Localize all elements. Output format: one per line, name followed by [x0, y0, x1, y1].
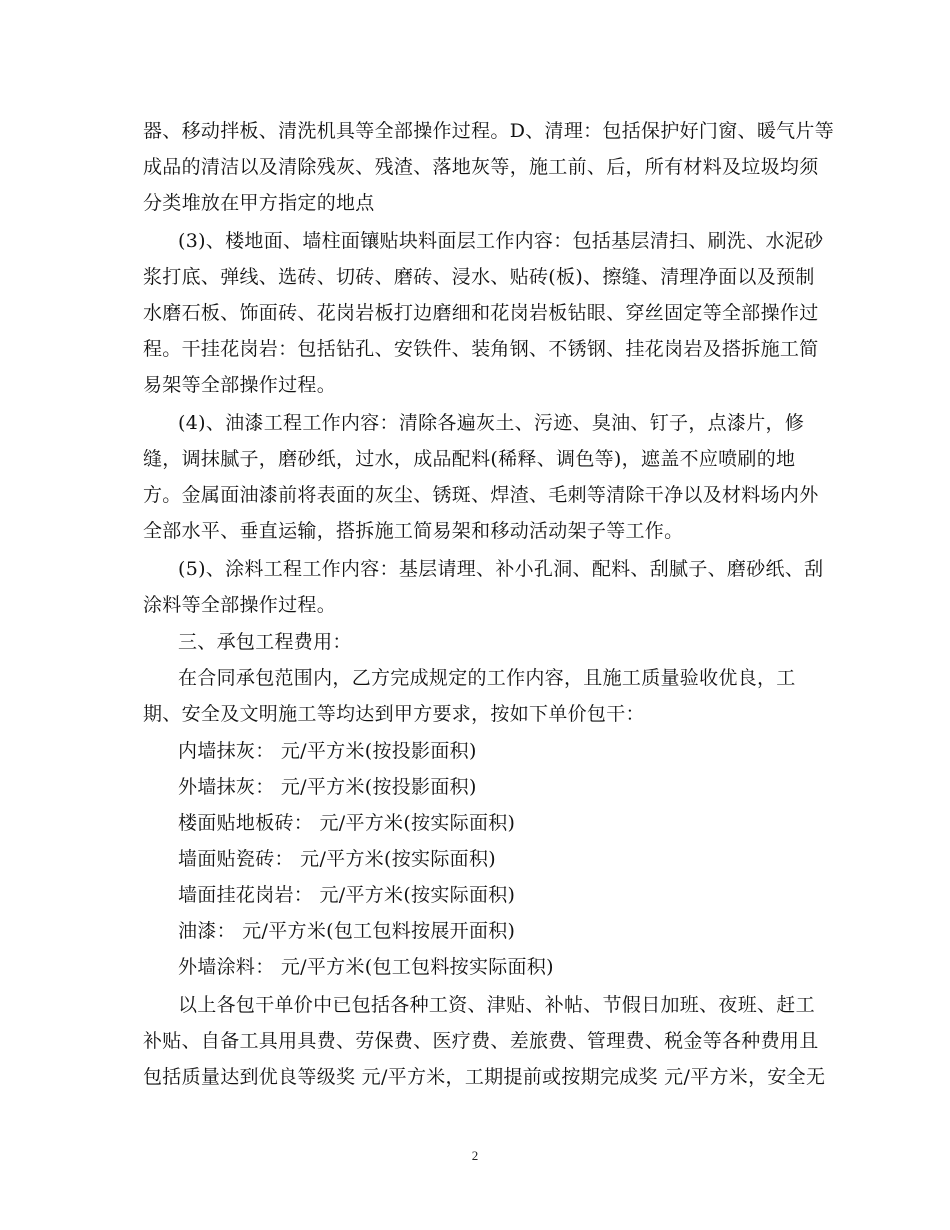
text-line: 包括质量达到优良等级奖 元/平方米，工期提前或按期完成奖 元/平方米，安全无 — [143, 1066, 826, 1088]
section-heading: 三、承包工程费用： — [178, 631, 352, 653]
text-line: 程。干挂花岗岩：包括钻孔、安铁件、装角钢、不锈钢、挂花岗岩及搭拆施工简 — [143, 338, 819, 360]
text-line: 全部水平、垂直运输，搭拆施工简易架和移动活动架子等工作。 — [143, 520, 684, 542]
price-item: 外墙涂料： 元/平方米(包工包料按实际面积) — [178, 956, 554, 978]
text-line: 涂料等全部操作过程。 — [143, 594, 337, 616]
price-item: 油漆： 元/平方米(包工包料按展开面积) — [178, 920, 516, 942]
text-line: 方。金属面油漆前将表面的灰尘、锈斑、焊渣、毛刺等清除干净以及材料场内外 — [143, 484, 819, 506]
text-line: 补贴、自备工具用具费、劳保费、医疗费、差旅费、管理费、税金等各种费用且 — [143, 1030, 819, 1052]
text-line: 成品的清洁以及清除残灰、残渣、落地灰等，施工前、后，所有材料及垃圾均须 — [143, 156, 819, 178]
price-item: 外墙抹灰： 元/平方米(按投影面积) — [178, 776, 477, 798]
text-line: 在合同承包范围内，乙方完成规定的工作内容，且施工质量验收优良，工 — [178, 667, 796, 689]
price-item: 墙面挂花岗岩： 元/平方米(按实际面积) — [178, 884, 516, 906]
text-line: 分类堆放在甲方指定的地点 — [143, 192, 375, 214]
text-line: 缝，调抹腻子，磨砂纸，过水，成品配料(稀释、调色等)，遮盖不应喷刷的地 — [143, 448, 796, 470]
text-line: 器、移动拌板、清洗机具等全部操作过程。D、清理：包括保护好门窗、暖气片等 — [143, 120, 835, 142]
text-line: 水磨石板、饰面砖、花岗岩板打边磨细和花岗岩板钻眼、穿丝固定等全部操作过 — [143, 302, 819, 324]
text-line: 期、安全及文明施工等均达到甲方要求，按如下单价包干： — [143, 703, 645, 725]
text-line: 以上各包干单价中已包括各种工资、津贴、补帖、节假日加班、夜班、赶工 — [178, 994, 815, 1016]
price-item: 内墙抹灰： 元/平方米(按投影面积) — [178, 740, 477, 762]
page-number: 2 — [471, 1148, 479, 1163]
text-line: (5)、涂料工程工作内容：基层请理、补小孔洞、配料、刮腻子、磨砂纸、刮 — [178, 558, 824, 580]
text-line: (3)、楼地面、墙柱面镶贴块料面层工作内容：包括基层清扫、刷洗、水泥砂 — [178, 230, 824, 252]
text-line: (4)、油漆工程工作内容：清除各遍灰土、污迹、臭油、钉子，点漆片，修 — [178, 412, 805, 434]
text-line: 易架等全部操作过程。 — [143, 374, 337, 396]
text-line: 浆打底、弹线、选砖、切砖、磨砖、浸水、贴砖(板)、擦缝、清理净面以及预制 — [143, 266, 815, 288]
price-item: 楼面贴地板砖： 元/平方米(按实际面积) — [178, 812, 516, 834]
price-item: 墙面贴瓷砖： 元/平方米(按实际面积) — [178, 848, 496, 870]
